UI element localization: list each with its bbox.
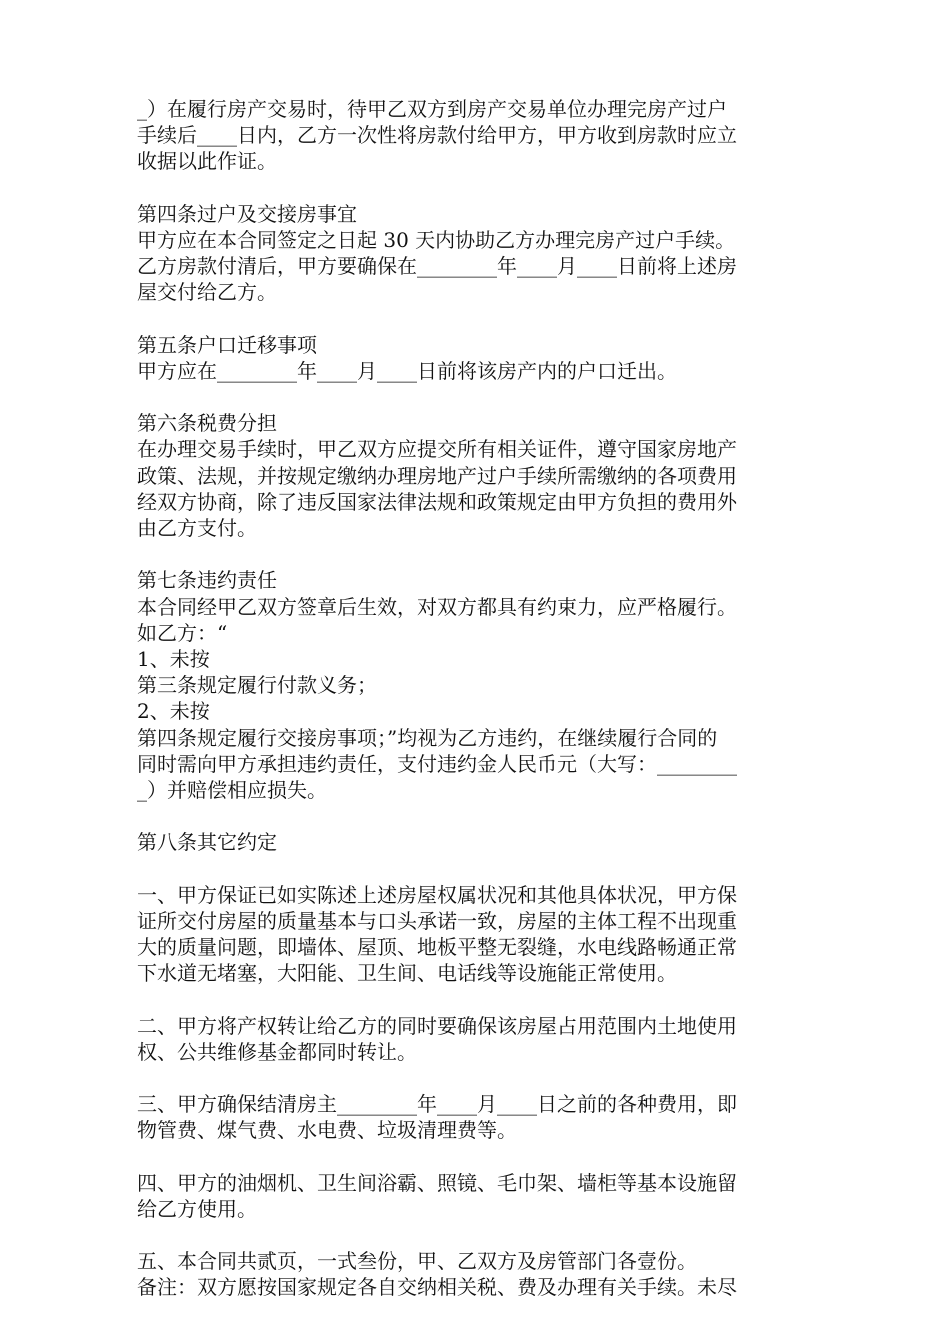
text-line: 同时需向甲方承担违约责任，支付违约金人民币元（大写：________ bbox=[137, 751, 737, 776]
text-line: 第七条违约责任 bbox=[137, 568, 277, 593]
text-line: 如乙方：“ bbox=[137, 620, 228, 645]
article-4 bbox=[137, 201, 817, 306]
text-line: 由乙方支付。 bbox=[137, 516, 257, 540]
text-line: 第四条过户及交接房事宜 bbox=[137, 201, 357, 226]
text-line: 一、甲方保证已如实陈述上述房屋权属状况和其他具体状况，甲方保 bbox=[137, 882, 737, 907]
text-line: 给乙方使用。 bbox=[137, 1196, 257, 1221]
text-line: 第四条规定履行交接房事项；”均视为乙方违约，在继续履行合同的 bbox=[137, 725, 718, 750]
text-line: 三、甲方确保结清房主________年____月____日之前的各种费用，即 bbox=[137, 1092, 737, 1117]
paragraph-gap bbox=[137, 306, 817, 332]
contract-page bbox=[137, 96, 817, 1301]
text-line: 第六条税费分担 bbox=[137, 411, 277, 436]
text-line: 1、未按 bbox=[137, 646, 210, 671]
text-line: _）并赔偿相应损失。 bbox=[137, 777, 327, 802]
paragraph-gap bbox=[137, 175, 817, 201]
text-line: 乙方房款付清后，甲方要确保在________年____月____日前将上述房 bbox=[137, 254, 737, 279]
paragraph-gap bbox=[137, 1222, 817, 1248]
clause-3 bbox=[137, 1091, 817, 1143]
text-line: 下水道无堵塞，大阳能、卫生间、电话线等设施能正常使用。 bbox=[137, 961, 677, 986]
text-line: 甲方应在________年____月____日前将该房产内的户口迁出。 bbox=[137, 358, 677, 383]
text-line: 权、公共维修基金都同时转让。 bbox=[137, 1039, 417, 1064]
clause-4 bbox=[137, 1170, 817, 1222]
text-line: 第三条规定履行付款义务； bbox=[137, 673, 377, 698]
text-line: 收据以此作证。 bbox=[137, 149, 277, 174]
clause-1 bbox=[137, 882, 817, 987]
text-line: 本合同经甲乙双方签章后生效，对双方都具有约束力，应严格履行。 bbox=[137, 594, 737, 619]
text-line: _）在履行房产交易时，待甲乙双方到房产交易单位办理完房产过户 bbox=[137, 97, 727, 121]
paragraph-gap bbox=[137, 541, 817, 567]
text-line: 大的质量问题，即墙体、屋顶、地板平整无裂缝，水电线路畅通正常 bbox=[137, 935, 737, 959]
clause-5-and-remark bbox=[137, 1248, 817, 1300]
text-line: 二、甲方将产权转让给乙方的同时要确保该房屋占用范围内土地使用 bbox=[137, 1013, 737, 1038]
paragraph-gap bbox=[137, 803, 817, 829]
paragraph-gap bbox=[137, 986, 817, 1012]
text-line: 五、本合同共贰页，一式叁份，甲、乙双方及房管部门各壹份。 bbox=[137, 1249, 697, 1274]
text-line: 物管费、煤气费、水电费、垃圾清理费等。 bbox=[137, 1118, 517, 1143]
article-5 bbox=[137, 332, 817, 384]
text-line: 备注：双方愿按国家规定各自交纳相关税、费及办理有关手续。未尽 bbox=[137, 1275, 737, 1300]
text-line: 政策、法规，并按规定缴纳办理房地产过户手续所需缴纳的各项费用 bbox=[137, 463, 737, 488]
paragraph-gap bbox=[137, 384, 817, 410]
clause-2 bbox=[137, 1013, 817, 1065]
payment-continuation bbox=[137, 96, 817, 175]
paragraph-gap bbox=[137, 855, 817, 881]
text-line: 证所交付房屋的质量基本与口头承诺一致，房屋的主体工程不出现重 bbox=[137, 908, 737, 933]
text-line: 第五条户口迁移事项 bbox=[137, 332, 317, 357]
text-line: 在办理交易手续时，甲乙双方应提交所有相关证件，遵守国家房地产 bbox=[137, 437, 737, 462]
paragraph-gap bbox=[137, 1065, 817, 1091]
text-line: 经双方协商，除了违反国家法律法规和政策规定由甲方负担的费用外 bbox=[137, 489, 737, 514]
article-8-title bbox=[137, 829, 817, 855]
text-line: 四、甲方的油烟机、卫生间浴霸、照镜、毛巾架、墙柜等基本设施留 bbox=[137, 1170, 737, 1195]
article-7 bbox=[137, 567, 817, 803]
paragraph-gap bbox=[137, 1144, 817, 1170]
text-line: 屋交付给乙方。 bbox=[137, 280, 277, 305]
article-6 bbox=[137, 410, 817, 541]
text-line: 甲方应在本合同签定之日起 30 天内协助乙方办理完房产过户手续。 bbox=[137, 227, 736, 252]
text-line: 第八条其它约定 bbox=[137, 830, 277, 855]
text-line: 2、未按 bbox=[137, 699, 210, 724]
text-line: 手续后____日内，乙方一次性将房款付给甲方，甲方收到房款时应立 bbox=[137, 123, 737, 148]
